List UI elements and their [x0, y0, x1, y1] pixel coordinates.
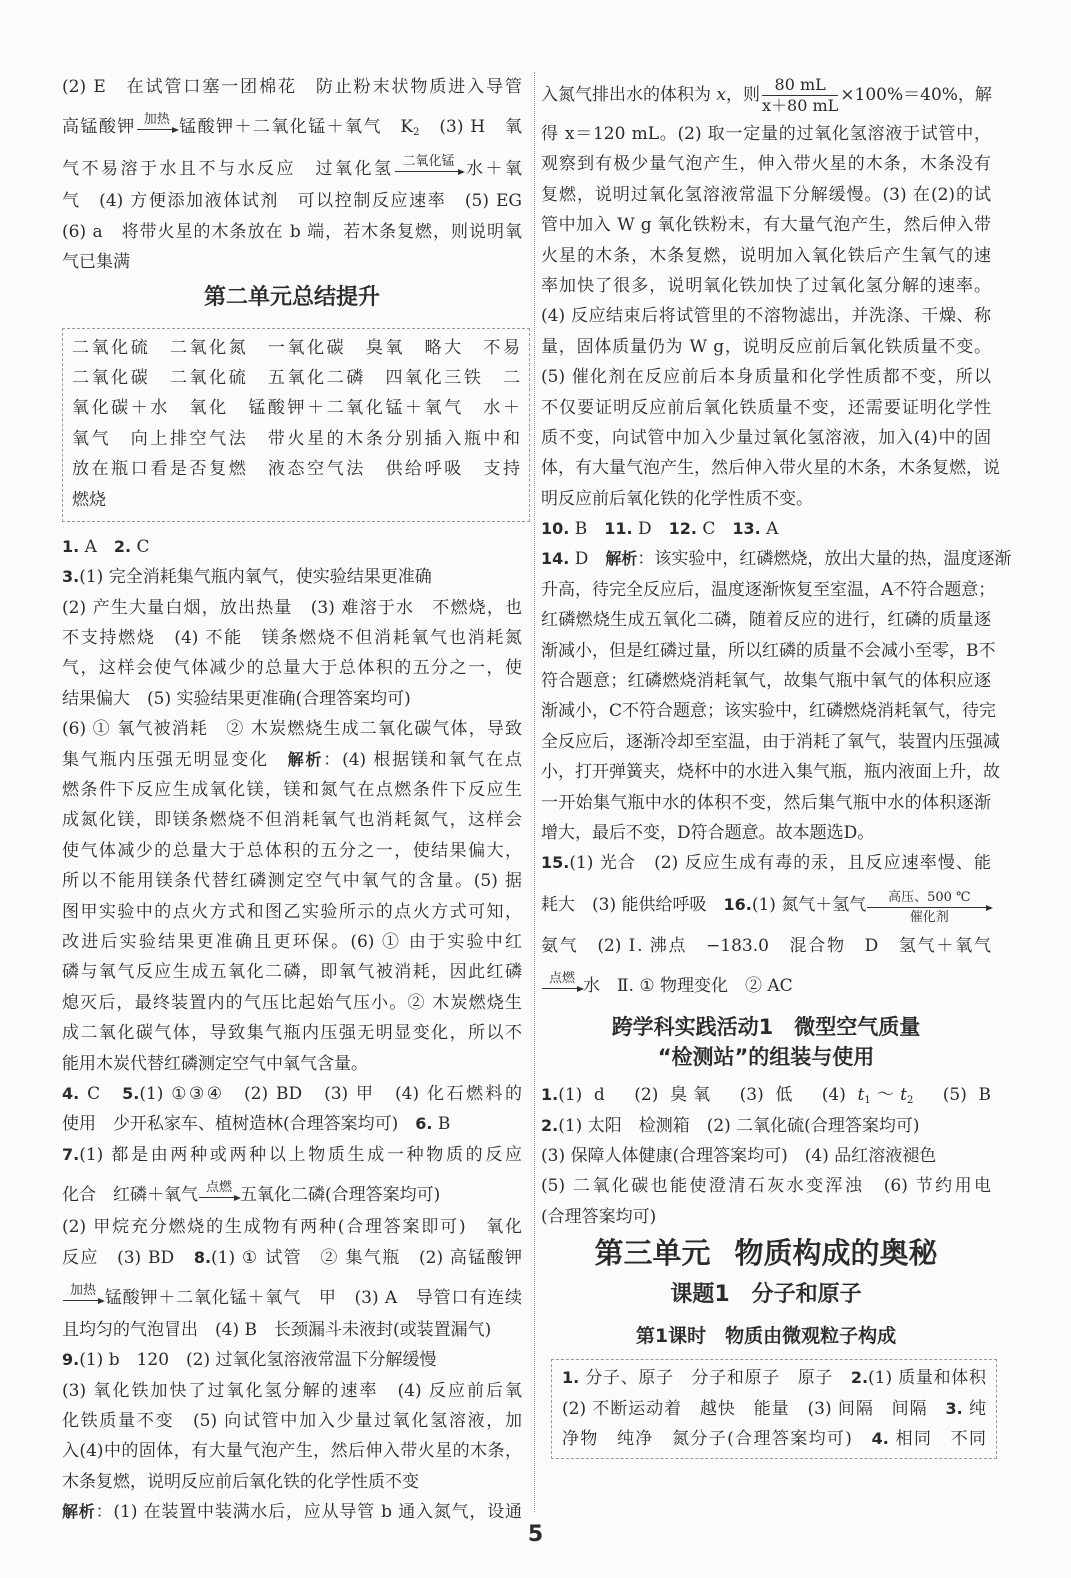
text-line — [541, 514, 991, 544]
text-line: 放在瓶口看是否复燃 液态空气法 供给呼吸 支持 — [72, 459, 520, 480]
column-divider — [534, 72, 535, 1512]
text-line: 符合题意；红磷燃烧消耗氧气，故集气瓶中氧气的体积应逐 — [541, 671, 991, 692]
text-segment: 分子、原子 分子和原子 原子 — [579, 1368, 851, 1389]
bold-label: 2. — [113, 536, 132, 556]
bold-label: 3. — [62, 567, 80, 587]
text-segment: C — [696, 519, 733, 540]
text-line: 氧气 向上排空气法 带火星的木条分别插入瓶中和 — [72, 428, 520, 449]
text-segment: 相同 不同 — [888, 1428, 987, 1449]
reaction-condition: 加热 — [143, 112, 170, 128]
text-line — [62, 1243, 522, 1273]
activity-heading-line-1: 跨学科实践活动1 微型空气质量 — [611, 1015, 921, 1040]
summary-answers — [62, 532, 522, 1528]
italic-variable: t — [900, 1085, 907, 1106]
text-segment: (1) 都是由两种或两种以上物质生成一种物质的反应 — [79, 1144, 522, 1165]
reaction-arrow-icon — [867, 889, 991, 925]
text-line — [62, 562, 522, 592]
text-segment: 化合 红磷＋氧气 — [62, 1185, 198, 1206]
text-line — [541, 71, 991, 119]
reaction-arrow-icon — [395, 154, 463, 172]
text-line — [62, 1315, 522, 1345]
text-line — [62, 684, 522, 714]
bold-label: 16. — [723, 894, 752, 914]
bold-label: 12. — [668, 519, 697, 539]
text-line: 图甲实验中的点火方式和图乙实验所示的点火方式可知， — [62, 901, 522, 922]
text-segment: 耗大 (3) 能供给呼吸 — [541, 894, 724, 915]
text-line: 入(4)中的固体，有大量气泡产生，然后伸入带火星的木条， — [62, 1441, 522, 1462]
text-line: 氧化碳＋水 氧化 锰酸钾＋二氧化锰＋氧气 水＋ — [72, 398, 520, 419]
text-line: 得 x＝120 mL。(2) 取一定量的过氧化氢溶液于试管中， — [541, 124, 991, 144]
lesson-title: 课题1 分子和原子 — [670, 1282, 862, 1308]
subscript: 2 — [906, 1095, 914, 1107]
italic-variable: x — [716, 85, 726, 105]
fraction-numerator: 80 mL — [762, 75, 838, 96]
text-line — [62, 1079, 522, 1109]
text-line: 渐减小，C不符合题意；该实验中，红磷燃烧消耗氧气，待完 — [541, 701, 997, 722]
text-line: 熄灭后，最终装置内的气压比起始气压小。② 木炭燃烧生 — [62, 992, 522, 1013]
text-line: 全反应后，逐渐冷却至室温，由于消耗了氧气，装置内压强减 — [541, 731, 1000, 752]
text-segment: 增大，最后不变，D符合题意。故本题选D。 — [541, 822, 875, 843]
bold-label: 15. — [541, 853, 570, 873]
text-segment: 净物 纯净 氮分子(合理答案均可) — [562, 1428, 872, 1449]
text-segment: ：该实验中，红磷燃烧，放出大量的热，温度逐渐 — [637, 549, 1012, 570]
right-column — [541, 71, 1012, 1459]
text-segment: (2) 不断运动着 越快 能量 (3) 间隔 间隔 — [562, 1398, 946, 1419]
reaction-catalyst: 催化剂 — [909, 909, 949, 925]
italic-variable: t — [857, 1085, 865, 1106]
reaction-condition: 高压、500 ℃ — [888, 889, 971, 905]
text-line — [62, 1273, 522, 1315]
reaction-arrow-icon — [137, 112, 177, 130]
text-line: (2) 产生大量白烟，放出热量 (3) 难溶于水 不燃烧，也 — [62, 597, 522, 618]
text-line: 量，固体质量仍为 W g，说明反应前后氧化铁质量不变。 — [541, 336, 991, 357]
subscript: 1 — [864, 1095, 871, 1107]
reaction-arrow-icon — [63, 1282, 103, 1301]
text-line: (6) ① 氧气被消耗 ② 木炭燃烧生成二氧化碳气体，导致 — [62, 719, 522, 740]
text-line: 质不变，向试管中加入少量过氧化氢溶液，加入(4)中的固 — [541, 427, 991, 448]
text-segment: 锰酸钾＋二氧化锰＋氧气 甲 (3) A 导管口有连续 — [104, 1287, 522, 1308]
bold-label: 1. — [562, 1368, 580, 1388]
text-segment: 明反应前后氧化铁的化学性质不变。 — [541, 488, 813, 509]
text-line: 升高，待完全反应后，温度逐渐恢复至室温，A不符合题意； — [541, 579, 996, 600]
text-line — [62, 1345, 522, 1375]
text-line: 小，打开弹簧夹，烧杯中的水进入集气瓶，瓶内液面上升，故 — [541, 762, 1000, 783]
text-line — [62, 1049, 522, 1079]
text-segment: 反应 (3) BD — [62, 1247, 194, 1268]
text-line: 不仅要证明反应前后氧化铁质量不变，还需要证明化学性 — [541, 397, 991, 418]
text-segment: (1) 太阳 检测箱 (2) 二氧化硫(合理答案均可) — [558, 1115, 920, 1136]
text-line: 管中加入 W g 氧化铁粉末，有大量气泡产生，然后伸入带 — [541, 215, 991, 236]
text-line: (5) 催化剂在反应前后本身质量和化学性质都不变，所以 — [541, 367, 991, 388]
bold-label: 1. — [62, 536, 80, 556]
text-line: (6) a 将带火星的木条放在 b 端，若木条复燃，则说明氧 — [62, 221, 522, 242]
text-segment: 木条复燃，说明反应前后氧化铁的化学性质不变 — [62, 1471, 419, 1492]
text-line: 渐减小，但是红磷过量，所以红磷的质量不会减小至零，B不 — [541, 640, 996, 661]
reaction-arrow-icon — [542, 971, 582, 989]
text-segment: (合理答案均可) — [541, 1206, 657, 1227]
text-line — [541, 879, 991, 931]
reaction-condition: 点燃 — [548, 971, 575, 987]
text-segment: 集气瓶内压强无明显变化 — [62, 749, 288, 770]
text-line: 红磷燃烧生成五氧化二磷，随着反应的进行，红磷的质量逐 — [541, 610, 991, 631]
text-line: (2) 甲烷充分燃烧的生成物有两种(合理答案即可) 氧化 — [62, 1217, 522, 1238]
text-line: 体，有大量气泡产生，然后伸入带火星的木条，木条复燃，说 — [541, 458, 1000, 479]
text-segment: C — [79, 1083, 123, 1104]
text-segment: D — [569, 549, 606, 570]
bold-label: 13. — [732, 519, 761, 539]
text-line — [562, 1424, 986, 1454]
text-segment: D — [632, 519, 669, 540]
reaction-arrow-icon — [199, 1180, 239, 1198]
text-line: 燃条件下反应生成氧化镁，镁和氮气在点燃条件下反应生 — [62, 780, 522, 801]
bold-label: 4. — [871, 1428, 889, 1448]
text-line — [541, 961, 991, 1003]
bold-label: 9. — [62, 1350, 80, 1370]
period-answer-box — [551, 1359, 997, 1459]
text-line — [62, 532, 522, 562]
reaction-condition: 加热 — [69, 1282, 96, 1298]
bold-label: 2. — [850, 1368, 869, 1388]
text-line: 使气体减少的总量大于总体积的五分之一，使结果偏大， — [62, 840, 522, 861]
text-line — [541, 1202, 991, 1232]
text-segment: (3) 保障人体健康(合理答案均可) (4) 品红溶液褪色 — [541, 1145, 937, 1166]
text-line: 所以不能用镁条代替红磷测定空气中氧气的含量。(5) 据 — [62, 871, 522, 892]
text-line — [62, 1170, 522, 1212]
subscript: 2 — [413, 127, 420, 139]
text-segment: 纯 — [962, 1398, 986, 1419]
text-line — [541, 848, 991, 878]
text-segment: ：(1) 在装置中装满水后，应从导管 b 通入氮气，设通 — [95, 1502, 522, 1523]
text-segment: B — [432, 1114, 451, 1135]
text-line — [562, 1363, 986, 1393]
text-line: 不支持燃烧 (4) 不能 镁条燃烧不但消耗氧气也消耗氮 — [62, 628, 522, 649]
text-line — [62, 247, 522, 277]
bold-label: 1. — [541, 1085, 559, 1105]
text-segment: 气已集满 — [62, 252, 130, 273]
text-segment: 使用 少开私家车、植树造林(合理答案均可) — [62, 1114, 416, 1135]
text-line: (4) 反应结束后将试管里的不溶物滤出，并洗涤、干燥、称 — [541, 306, 991, 327]
text-line — [62, 1140, 522, 1170]
text-line: 观察到有极少量气泡产生，伸入带火星的木条，木条没有 — [541, 154, 991, 175]
reaction-condition: 点燃 — [205, 1180, 232, 1196]
text-segment: (1) b 120 (2) 过氧化氢溶液常温下分解缓慢 — [79, 1350, 437, 1371]
text-line — [62, 745, 522, 775]
text-segment: 水＋氧 — [463, 159, 522, 180]
text-line: 成二氧化碳气体，导致集气瓶内压强无明显变化，所以不 — [62, 1023, 522, 1044]
bold-label: 11. — [604, 519, 633, 539]
left-column — [62, 72, 522, 1528]
text-segment: 能用木炭代替红磷测定空气中氧气含量。 — [62, 1053, 368, 1074]
text-line: 化铁质量不变 (5) 向试管中加入少量过氧化氢溶液，加 — [62, 1411, 522, 1432]
text-segment: A — [79, 536, 114, 557]
text-line: (2) E 在试管口塞一团棉花 防止粉末状物质进入导管 — [62, 77, 522, 97]
text-segment: (1) 质量和体积 — [868, 1368, 987, 1389]
text-line: 二氧化碳 二氧化硫 五氧化二磷 四氧化三铁 二 — [72, 367, 520, 388]
fraction-denominator: x＋80 mL — [762, 96, 839, 115]
text-segment: 气不易溶于水且不与水反应 过氧化氢 — [62, 159, 394, 180]
text-segment: (1) d (2) 臭氧 (3) 低 (4) — [558, 1085, 858, 1106]
summary-answers-continued — [541, 71, 1012, 1003]
text-line — [62, 102, 522, 144]
text-segment: (1) ①③④ (2) BD (3) 甲 (4) 化石燃料的 — [139, 1083, 522, 1104]
bold-label: 4. — [62, 1083, 80, 1103]
text-segment: (1) ① 试管 ② 集气瓶 (2) 高锰酸钾 — [211, 1247, 522, 1268]
text-segment: ：(4) 根据镁和氧气在点 — [323, 749, 522, 770]
bold-label: 3. — [945, 1398, 963, 1418]
text-line: (3) 氧化铁加快了过氧化氢分解的速率 (4) 反应前后氧 — [62, 1380, 522, 1401]
text-segment: (1) 完全消耗集气瓶内氧气，使实验结果更准确 — [79, 567, 432, 588]
text-segment: 入氮气排出水的体积为 — [541, 85, 717, 105]
reaction-condition: 二氧化锰 — [402, 154, 455, 170]
bold-label: 解析 — [605, 549, 638, 569]
text-segment: ，则 — [726, 85, 760, 105]
text-line: 成氮化镁，即镁条燃烧不但消耗氧气也消耗氮气，这样会 — [62, 810, 522, 831]
text-segment: B — [569, 519, 605, 540]
bold-label: 解析 — [287, 749, 324, 769]
bold-label: 14. — [541, 549, 570, 569]
text-line: 火星的木条，木条复燃，说明加入氧化铁后产生氧气的速 — [541, 245, 991, 266]
text-segment: (5) B — [913, 1085, 991, 1106]
text-segment: 锰酸钾＋二氧化锰＋氧气 K — [177, 117, 414, 138]
text-segment: 且均匀的气泡冒出 (4) B 长颈漏斗未液封(或装置漏气) — [62, 1319, 492, 1340]
text-segment: 水 Ⅱ. ① 物理变化 ② AC — [583, 976, 793, 997]
bold-label: 2. — [541, 1115, 559, 1135]
activity-heading-line-2: “检测站”的组装与使用 — [657, 1045, 875, 1070]
text-segment: 结果偏大 (5) 实验结果更准确(合理答案均可) — [62, 688, 411, 709]
bold-label: 7. — [62, 1144, 80, 1164]
text-line — [62, 144, 522, 186]
text-segment: ×100%＝40%，解 — [840, 85, 992, 105]
text-line — [541, 484, 991, 514]
text-segment: 燃烧 — [72, 489, 106, 510]
bold-label: 6. — [415, 1114, 433, 1134]
text-line: 二氧化硫 二氧化氮 一氧化碳 臭氧 略大 不易 — [72, 337, 520, 358]
bold-label: 10. — [541, 519, 570, 539]
text-line: 复燃，说明过氧化氢溶液常温下分解缓慢。(3) 在(2)的试 — [541, 184, 991, 205]
bold-label: 8. — [193, 1247, 212, 1267]
text-line — [541, 1141, 991, 1171]
text-segment: ～ — [870, 1085, 901, 1106]
text-line — [541, 544, 1012, 574]
text-segment: 五氧化二磷(合理答案均可) — [240, 1185, 441, 1206]
text-line — [62, 1467, 522, 1497]
text-line — [72, 485, 520, 515]
text-segment: (1) 氮气＋氢气 — [751, 894, 867, 915]
bold-label: 解析 — [62, 1502, 96, 1522]
unit-title: 第三单元 物质构成的奥秘 — [594, 1236, 938, 1271]
text-segment: (1) 光合 (2) 反应生成有毒的汞，且反应速率慢、能 — [569, 853, 991, 874]
activity-answers — [541, 1080, 991, 1232]
text-line: 气 (4) 方便添加液体试剂 可以控制反应速率 (5) EG — [62, 191, 522, 212]
summary-box — [62, 328, 530, 522]
text-line: 氨气 (2) Ⅰ. 沸点 −183.0 混合物 D 氢气＋氧气 — [541, 935, 991, 956]
period-title: 第1课时 物质由微观粒子构成 — [635, 1325, 897, 1348]
text-segment: C — [131, 536, 150, 557]
text-line — [62, 1109, 522, 1139]
text-line: (5) 二氧化碳也能使澄清石灰水变浑浊 (6) 节约用电 — [541, 1176, 991, 1197]
text-line: 气，这样会使气体减少的总量大于总体积的五分之一，使 — [62, 658, 522, 679]
bold-label: 5. — [122, 1083, 140, 1103]
text-segment: 高锰酸钾 — [62, 117, 136, 138]
text-line — [541, 1111, 991, 1141]
text-segment: A — [760, 519, 779, 540]
summary-heading: 第二单元总结提升 — [203, 284, 380, 310]
fraction — [762, 75, 838, 116]
text-line — [562, 1394, 986, 1424]
activity-heading — [541, 1012, 991, 1072]
text-line: 改进后实验结果更准确且更环保。(6) ① 由于实验中红 — [62, 931, 522, 952]
text-line: 率加快了很多，说明氧化铁加快了过氧化氢分解的速率。 — [541, 275, 991, 296]
text-line: 磷与氧气反应生成五氧化二磷，即氧气被消耗，因此红磷 — [62, 962, 522, 983]
text-line — [541, 818, 991, 848]
intro-answers — [62, 72, 522, 278]
text-segment: (3) H 氧 — [419, 117, 523, 138]
page-number: 5 — [527, 1522, 544, 1547]
text-line — [541, 1080, 991, 1110]
text-line: 一开始集气瓶中水的体积不变，然后集气瓶中水的体积逐渐 — [541, 792, 991, 813]
